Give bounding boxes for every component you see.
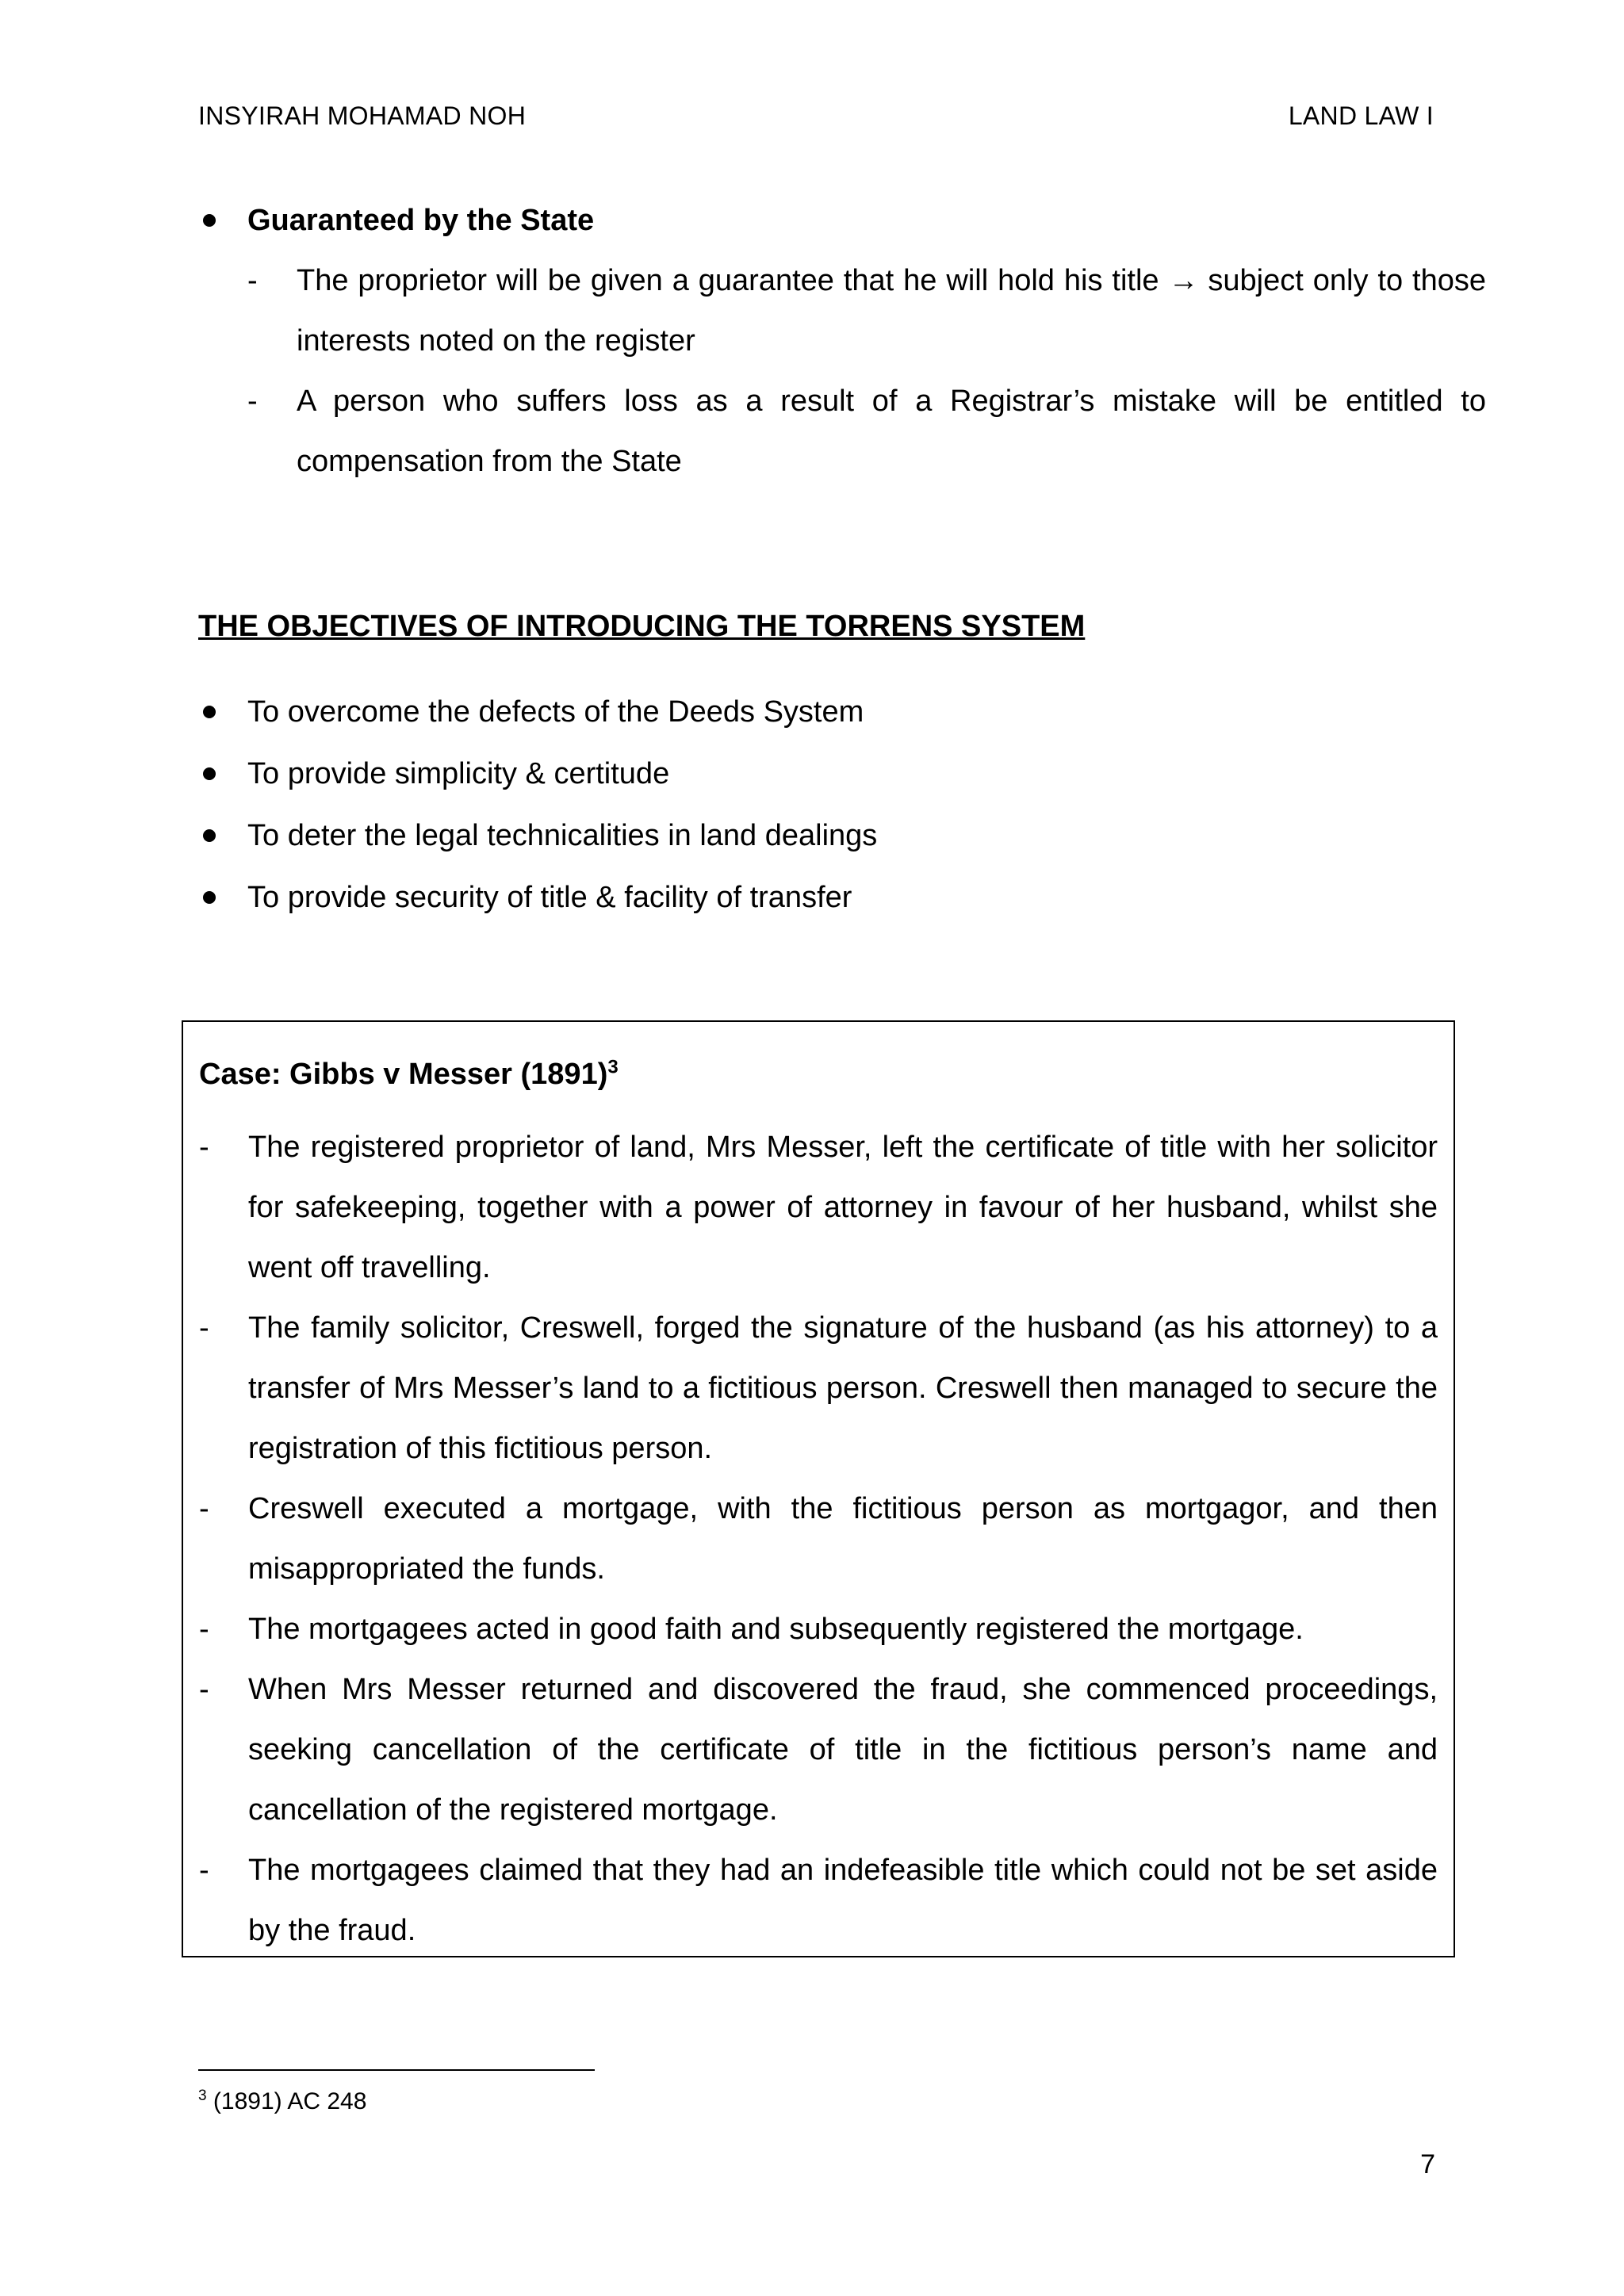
objective-text: To provide security of title & facility of transfer [247, 881, 852, 914]
footnote-ref: 3 [607, 1056, 619, 1078]
bullet-icon [203, 767, 216, 780]
guarantee-point-text: The proprietor will be given a guarantee that he will hold his title → subject only to those interests noted on the register [297, 264, 1486, 358]
footnote-separator [198, 2069, 595, 2071]
case-point [183, 1599, 1455, 1659]
case-title-text: Case: Gibbs v Messer (1891) [199, 1058, 608, 1091]
running-header-author: INSYIRAH MOHAMAD NOH [198, 101, 527, 130]
objective-text: To provide simplicity & certitude [247, 757, 670, 790]
guarantee-heading: Guaranteed by the State [247, 204, 595, 237]
case-point-text: When Mrs Messer returned and discovered the fraud, she commenced proceedings, seeking cancellation of the certificate of title in the fictitious person’s name and cancellation of the registered mortgage. [248, 1673, 1438, 1827]
dash-marker: - [199, 1492, 209, 1525]
running-header-course: LAND LAW I [1288, 101, 1434, 130]
page-number: 7 [1420, 2149, 1435, 2179]
dash-marker: - [199, 1673, 209, 1706]
case-point [183, 1659, 1455, 1840]
dash-marker: - [247, 385, 258, 418]
bullet-icon [203, 891, 216, 904]
objective-item [198, 748, 1467, 799]
guarantee-point-text: A person who suffers loss as a result of a Registrar’s mistake will be entitled to compensation from the State [297, 385, 1486, 478]
dash-marker: - [199, 1613, 209, 1646]
case-title [199, 1049, 619, 1100]
bullet-icon [203, 706, 216, 718]
objective-text: To overcome the defects of the Deeds System [247, 695, 864, 729]
case-point-text: The registered proprietor of land, Mrs Messer, left the certificate of title with her solicitor for safekeeping, together with a power of attorney in favour of her husband, whilst she went off travelling. [248, 1131, 1438, 1284]
dash-marker: - [199, 1131, 209, 1164]
objective-item [198, 872, 1467, 923]
footnote-text: (1891) AC 248 [213, 2088, 367, 2114]
case-point-text: The mortgagees acted in good faith and subsequently registered the mortgage. [248, 1613, 1304, 1646]
case-point-text: The family solicitor, Creswell, forged the signature of the husband (as his attorney) to a transfer of Mrs Messer’s land to a fictitious person. Creswell then managed to secure the registration of this fictitious person. [248, 1311, 1438, 1465]
dash-marker: - [199, 1854, 209, 1887]
bullet-icon [203, 829, 216, 842]
case-point [183, 1840, 1455, 1961]
footnote-number: 3 [198, 2087, 207, 2104]
objective-text: To deter the legal technicalities in land dealings [247, 819, 878, 852]
case-point-text: Creswell executed a mortgage, with the fictitious person as mortgagor, and then misappropriated the funds. [248, 1492, 1438, 1586]
footnote [198, 2080, 366, 2123]
dash-marker: - [247, 264, 258, 297]
bullet-icon [203, 214, 216, 227]
section-title-objectives: THE OBJECTIVES OF INTRODUCING THE TORRENS SYSTEM [198, 610, 1086, 643]
objective-item [198, 810, 1467, 861]
case-box [182, 1020, 1455, 1957]
dash-marker: - [199, 1311, 209, 1345]
case-point-text: The mortgagees claimed that they had an indefeasible title which could not be set aside by the fraud. [248, 1854, 1438, 1947]
case-point [183, 1479, 1455, 1599]
guarantee-point [247, 251, 1486, 371]
guarantee-bullet [198, 195, 1467, 246]
objective-item [198, 687, 1467, 737]
guarantee-point [247, 371, 1486, 492]
case-point [183, 1298, 1455, 1479]
case-point [183, 1117, 1455, 1298]
